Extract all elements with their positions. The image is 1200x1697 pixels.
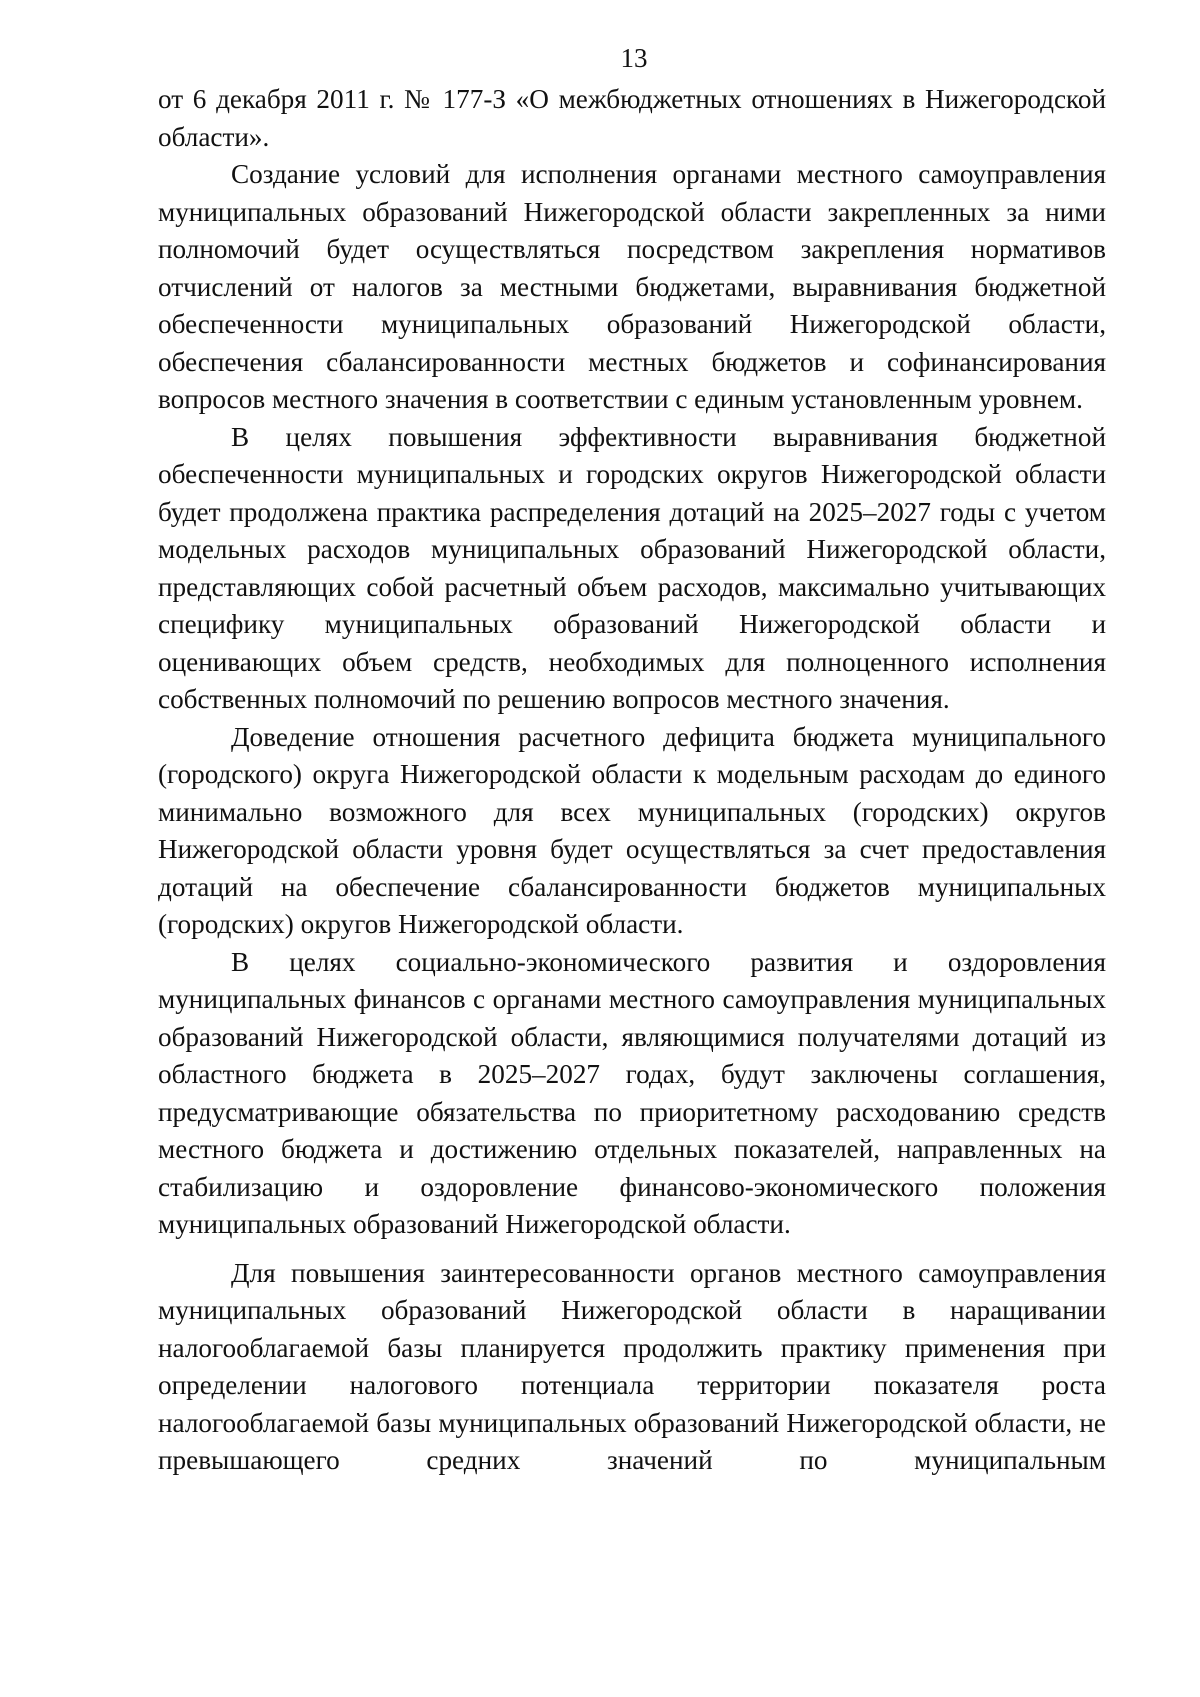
paragraph-socioeconomic-agreements: В целях социально-экономического развития и оздоровления муниципальных финансов с органами местного самоуправления муниципальных образований Нижегородской области, являющимися получателями дотаций из областного бюджета в 2025–2027 годах, будут заключены соглашения, предусматривающие обязательства по приоритетному расходованию средств местного бюджета и достижению отдельных показателей, направленных на стабилизацию и оздоровление финансово-экономического положения муниципальных образований Нижегородской области. xyxy=(158,946,1106,1239)
paragraph-deficit-ratio: Доведение отношения расчетного дефицита бюджета муниципального (городского) округа Нижегородской области к модельным расходам до единого минимально возможного для всех муниципальных (городских) округов Нижегородской области уровня будет осуществляться за счет предоставления дотаций на обеспечение сбалансированности бюджетов муниципальных (городских) округов Нижегородской области. xyxy=(158,721,1106,939)
paragraph-tax-base-growth: Для повышения заинтересованности органов местного самоуправления муниципальных образований Нижегородской области в наращивании налогооблагаемой базы планируется продолжить практику применения при определении налогового потенциала территории показателя роста налогооблагаемой базы муниципальных образований Нижегородской области, не превышающего средних значений по муниципальным xyxy=(158,1257,1106,1475)
paragraph-local-government-conditions: Создание условий для исполнения органами местного самоуправления муниципальных образований Нижегородской области закрепленных за ними полномочий будет осуществляться посредством закрепления нормативов отчислений от налогов за местными бюджетами, выравнивания бюджетной обеспеченности муниципальных образований Нижегородской области, обеспечения сбалансированности местных бюджетов и софинансирования вопросов местного значения в соответствии с единым установленным уровнем. xyxy=(158,159,1106,414)
paragraph-budget-equalization: В целях повышения эффективности выравнивания бюджетной обеспеченности муниципальных и городских округов Нижегородской области будет продолжена практика распределения дотаций на 2025–2027 годы с учетом модельных расходов муниципальных образований Нижегородской области, представляющих собой расчетный объем расходов, максимально учитывающих специфику муниципальных образований Нижегородской области и оценивающих объем средств, необходимых для полноценного исполнения собственных полномочий по решению вопросов местного значения. xyxy=(158,421,1106,714)
paragraph-law-reference: от 6 декабря 2011 г. № 177-З «О межбюджетных отношениях в Нижегородской области». xyxy=(158,84,1106,152)
document-body xyxy=(158,81,1106,1480)
page-number: 13 xyxy=(620,43,648,73)
